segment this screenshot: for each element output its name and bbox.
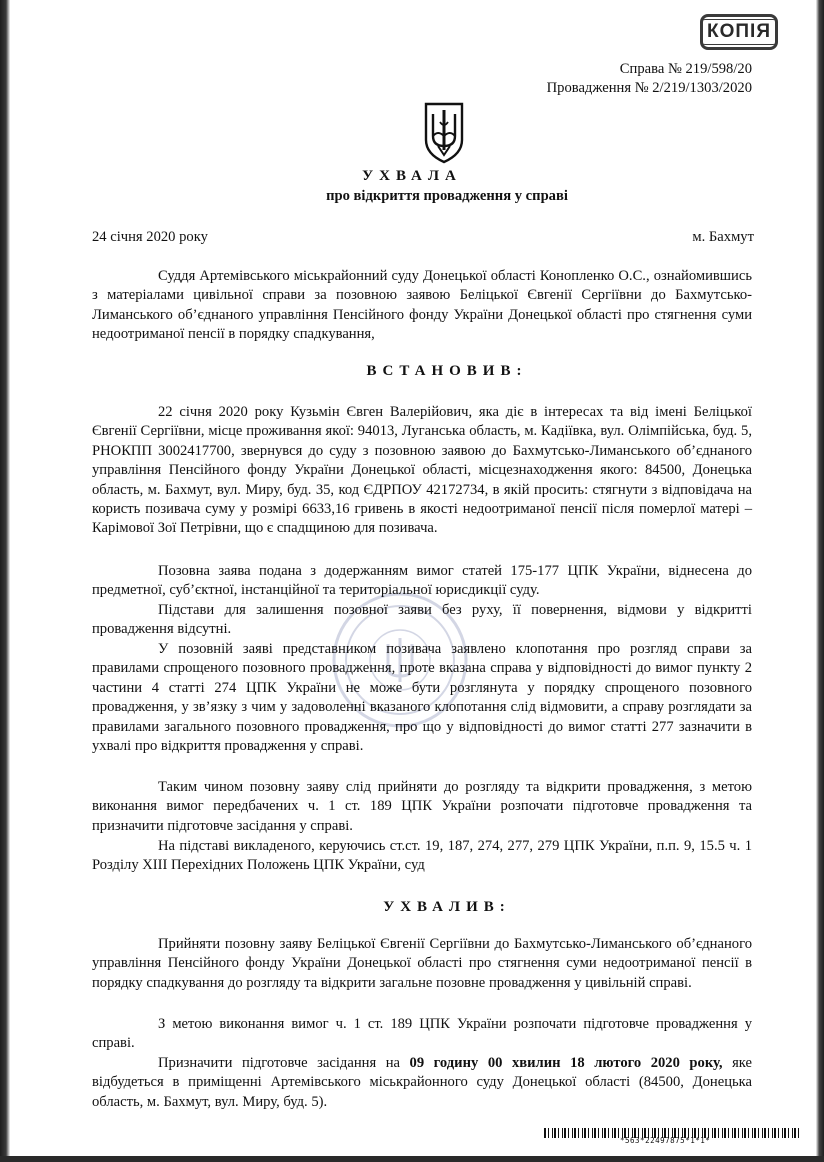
hearing-datetime: 09 годину 00 хвилин 18 лютого 2020 року, (409, 1055, 723, 1071)
decided-heading: УХВАЛИВ: (383, 899, 511, 915)
established-paragraph-5: Таким чином позовну заяву слід прийняти до розгляду та відкрити провадження, з метою виконання вимог передбачених ч. 1 ст. 189 ЦПК України розпочати підготовче провадження та призначити підготовче засідання у справі. (92, 779, 752, 834)
barcode-text: *563*22497875*1*1* (620, 1136, 711, 1145)
established-paragraph-2: Позовна заява подана з додержанням вимог статей 175-177 ЦПК України, віднесена до предметної, суб’єктної, інстанційної та територіальної юрисдикції суду. (92, 563, 752, 599)
document-subtitle: про відкриття провадження у справі (326, 188, 568, 204)
copy-stamp-label: КОПІЯ (700, 19, 778, 45)
case-info (547, 60, 752, 98)
decided-paragraph-1: Прийняти позовну заяву Беліцької Євгенії Сергіївни до Бахмутсько-Лиманського об’єднаного управління Пенсійного фонду України Донецької області про стягнення суми недоотриманої пенсії в порядку спадкування до розгляду та відкрити загальне позовне провадження у цивільній справі. (92, 936, 752, 991)
established-heading: ВСТАНОВИВ: (366, 363, 528, 379)
scan-edge-bottom (0, 1156, 824, 1162)
document-title: УХВАЛА (362, 168, 462, 184)
hearing-suffix: яке відбудеться в приміщенні Артемівського міськрайонного суду Донецької області (84500, Донецька область, м. Бахмут, вул. Миру, буд. 5). (92, 1055, 752, 1110)
established-paragraph-6: На підставі викладеного, керуючись ст.ст. 19, 187, 274, 277, 279 ЦПК України, п.п. 9, 15.5 ч. 1 Розділу XIII Перехідних Положень ЦПК України, суд (92, 838, 752, 874)
document-city: м. Бахмут (692, 229, 754, 245)
hearing-prefix: Призначити підготовче засідання на (158, 1055, 410, 1071)
proceeding-number: Провадження № 2/219/1303/2020 (546, 80, 752, 96)
trident-emblem-icon (420, 100, 468, 164)
case-number: Справа № 219/598/20 (619, 61, 752, 77)
intro-paragraph: Суддя Артемівського міськрайонний суду Донецької області Конопленко О.С., ознайомившись з матеріалами цивільної справи за позовною заявою Беліцької Євгенії Сергіївни до Бахмутсько-Лиманського об’єднаного управління Пенсійного фонду України Донецької області про стягнення суми недоотриманої пенсії в порядку спадкування, (92, 268, 752, 343)
established-paragraph-4: У позовній заяві представником позивача заявлено клопотання про розгляд справи за правилами спрощеного позовного провадження, проте вказана справа у відповідності до вимог пункту 2 частини 4 статті 274 ЦПК України не може бути розглянута у порядку спрощеного позовного провадження, у зв’язку з чим у задоволенні вказаного клопотання слід відмовити, а справу розглядати за правилами загального позовного провадження, про що у відповідності до вимог статті 277 зазначити в ухвалі про відкриття провадження у справі. (92, 641, 752, 755)
copy-stamp (700, 14, 778, 50)
established-paragraph-1: 22 січня 2020 року Кузьмін Євген Валерійович, яка діє в інтересах та від імені Беліцької Євгенії Сергіївни, місце проживання якої: 94013, Луганська область, м. Кадіївка, вул. Олімпійська, буд. 5, РНОКПП 3002417700, звернувся до суду з позовною заявою до Бахмутсько-Лиманського об’єднаного управління Пенсійного фонду України Донецької області, місцезнаходження якого: 84500, Донецька область, м. Бахмут, вул. Миру, буд. 35, код ЄДРПОУ 42172734, в якій просить: стягнути з відповідача на користь позивача суму у розмірі 6633,16 гривень в якості недоотриманої пенсії після померлої матері – Карімової Зої Петрівни, що є спадщиною для позивача. (92, 404, 752, 537)
established-paragraph-3: Підстави для залишення позовної заяви без руху, її повернення, відмови у відкритті провадження відсутні. (92, 602, 752, 638)
decided-paragraph-2: З метою виконання вимог ч. 1 ст. 189 ЦПК України розпочати підготовче провадження у справі. (92, 1016, 752, 1052)
hearing-paragraph (92, 1054, 752, 1112)
document-date: 24 січня 2020 року (92, 229, 208, 245)
